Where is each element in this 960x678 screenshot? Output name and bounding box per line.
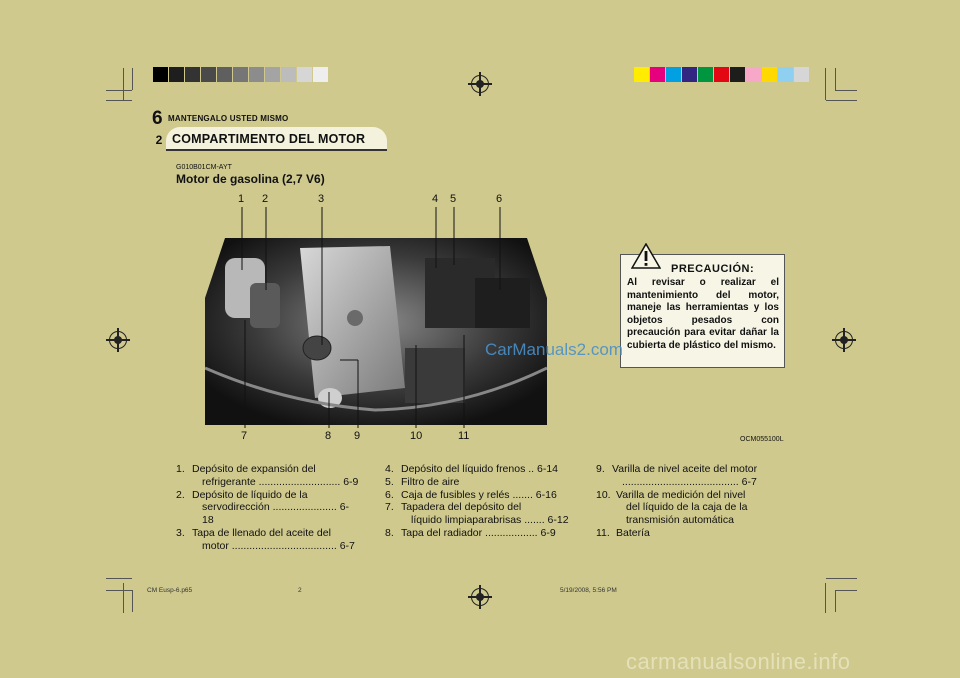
callout-number: 1 (238, 193, 245, 205)
list-item-text: Tapa de llenado del aceite del (192, 526, 331, 539)
callout-number: 4 (432, 193, 439, 205)
watermark-text: CarManuals2.com (485, 340, 623, 359)
callout-number: 2 (262, 193, 269, 205)
list-item-text: Filtro de aire (401, 475, 460, 488)
list-item-text: Batería (616, 526, 650, 539)
footer-date: 5/19/2008, 5:56 PM (560, 587, 617, 594)
list-item-text: refrigerante ............................ 6-9 (202, 475, 359, 488)
list-item-number: 10. (596, 488, 611, 501)
list-item-text: Depósito de líquido de la (192, 488, 308, 501)
list-item-text: del líquido de la caja de la (626, 501, 748, 514)
list-item-number: 11. (596, 526, 610, 539)
warning-triangle-icon (631, 243, 661, 269)
list-item-text: Varilla de medición del nivel (616, 488, 746, 501)
list-item-number: 9. (596, 463, 605, 475)
list-item (385, 463, 571, 476)
list-item (596, 527, 788, 540)
list-item-number: 6. (385, 488, 394, 501)
callout-number: 7 (241, 430, 248, 442)
list-item-text: Depósito de expansión del (192, 463, 316, 475)
image-code: OCM055100L (740, 436, 784, 443)
list-item (385, 489, 571, 502)
list-item (176, 489, 360, 527)
callout-number: 5 (450, 193, 457, 205)
list-item-number: 8. (385, 526, 394, 539)
callout-number: 3 (318, 193, 325, 205)
list-item-text: Tapadera del depósito del (401, 501, 522, 514)
list-item (385, 501, 571, 527)
list-item (176, 463, 360, 489)
list-item-text: transmisión automática (626, 514, 734, 527)
list-item-text: Tapa del radiador .................. 6-9 (401, 526, 556, 539)
list-item-text: Caja de fusibles y relés ....... 6-16 (401, 488, 557, 501)
chapter-title: MANTENGALO USTED MISMO (168, 114, 289, 123)
list-item-text: motor .................................... 6-7 (202, 539, 355, 552)
parts-list-3 (596, 463, 788, 540)
list-item-number: 2. (176, 488, 185, 501)
callout-number: 11 (458, 430, 470, 442)
callout-number: 8 (325, 430, 332, 442)
figure-code: G010B01CM-AYT (176, 164, 232, 171)
callout-number: 9 (354, 430, 361, 442)
list-item-number: 1. (176, 463, 185, 475)
caution-text: Al revisar o realizar el mantenimiento del motor, maneje las herramientas y los objetos pesados con precaución para evitar dañar la cubierta de plástico del mismo. (627, 277, 779, 351)
list-item (176, 527, 360, 553)
chapter-number: 6 (152, 108, 163, 129)
list-item-number: 4. (385, 463, 394, 475)
caution-title: PRECAUCIÓN: (671, 263, 755, 275)
parts-list-2 (385, 463, 571, 540)
list-item-text: Depósito del líquido frenos .. 6-14 (401, 463, 559, 475)
list-item (385, 476, 571, 489)
list-item (596, 489, 788, 527)
list-item (596, 463, 788, 489)
list-item-text: líquido limpiaparabrisas ....... 6-12 (411, 514, 569, 527)
callout-number: 10 (410, 430, 423, 442)
list-item-number: 3. (176, 526, 185, 539)
footer-page: 2 (298, 587, 302, 594)
list-item-number: 5. (385, 475, 394, 488)
caution-box (620, 254, 785, 368)
list-item-text: ........................................ 6-7 (622, 475, 757, 488)
list-item-text: Varilla de nivel aceite del motor (612, 463, 758, 475)
page-number: 2 (155, 133, 163, 147)
callout-number: 6 (496, 193, 503, 205)
parts-list-1 (176, 463, 360, 553)
site-url: carmanualsonline.info (626, 649, 851, 674)
list-item-text: servodirección ...................... 6-18 (202, 501, 350, 527)
section-title: COMPARTIMENTO DEL MOTOR (172, 132, 366, 146)
footer-file: CM Eusp-6.p65 (147, 587, 193, 594)
list-item (385, 527, 571, 540)
list-item-number: 7. (385, 501, 394, 514)
figure-subtitle: Motor de gasolina (2,7 V6) (176, 172, 325, 186)
